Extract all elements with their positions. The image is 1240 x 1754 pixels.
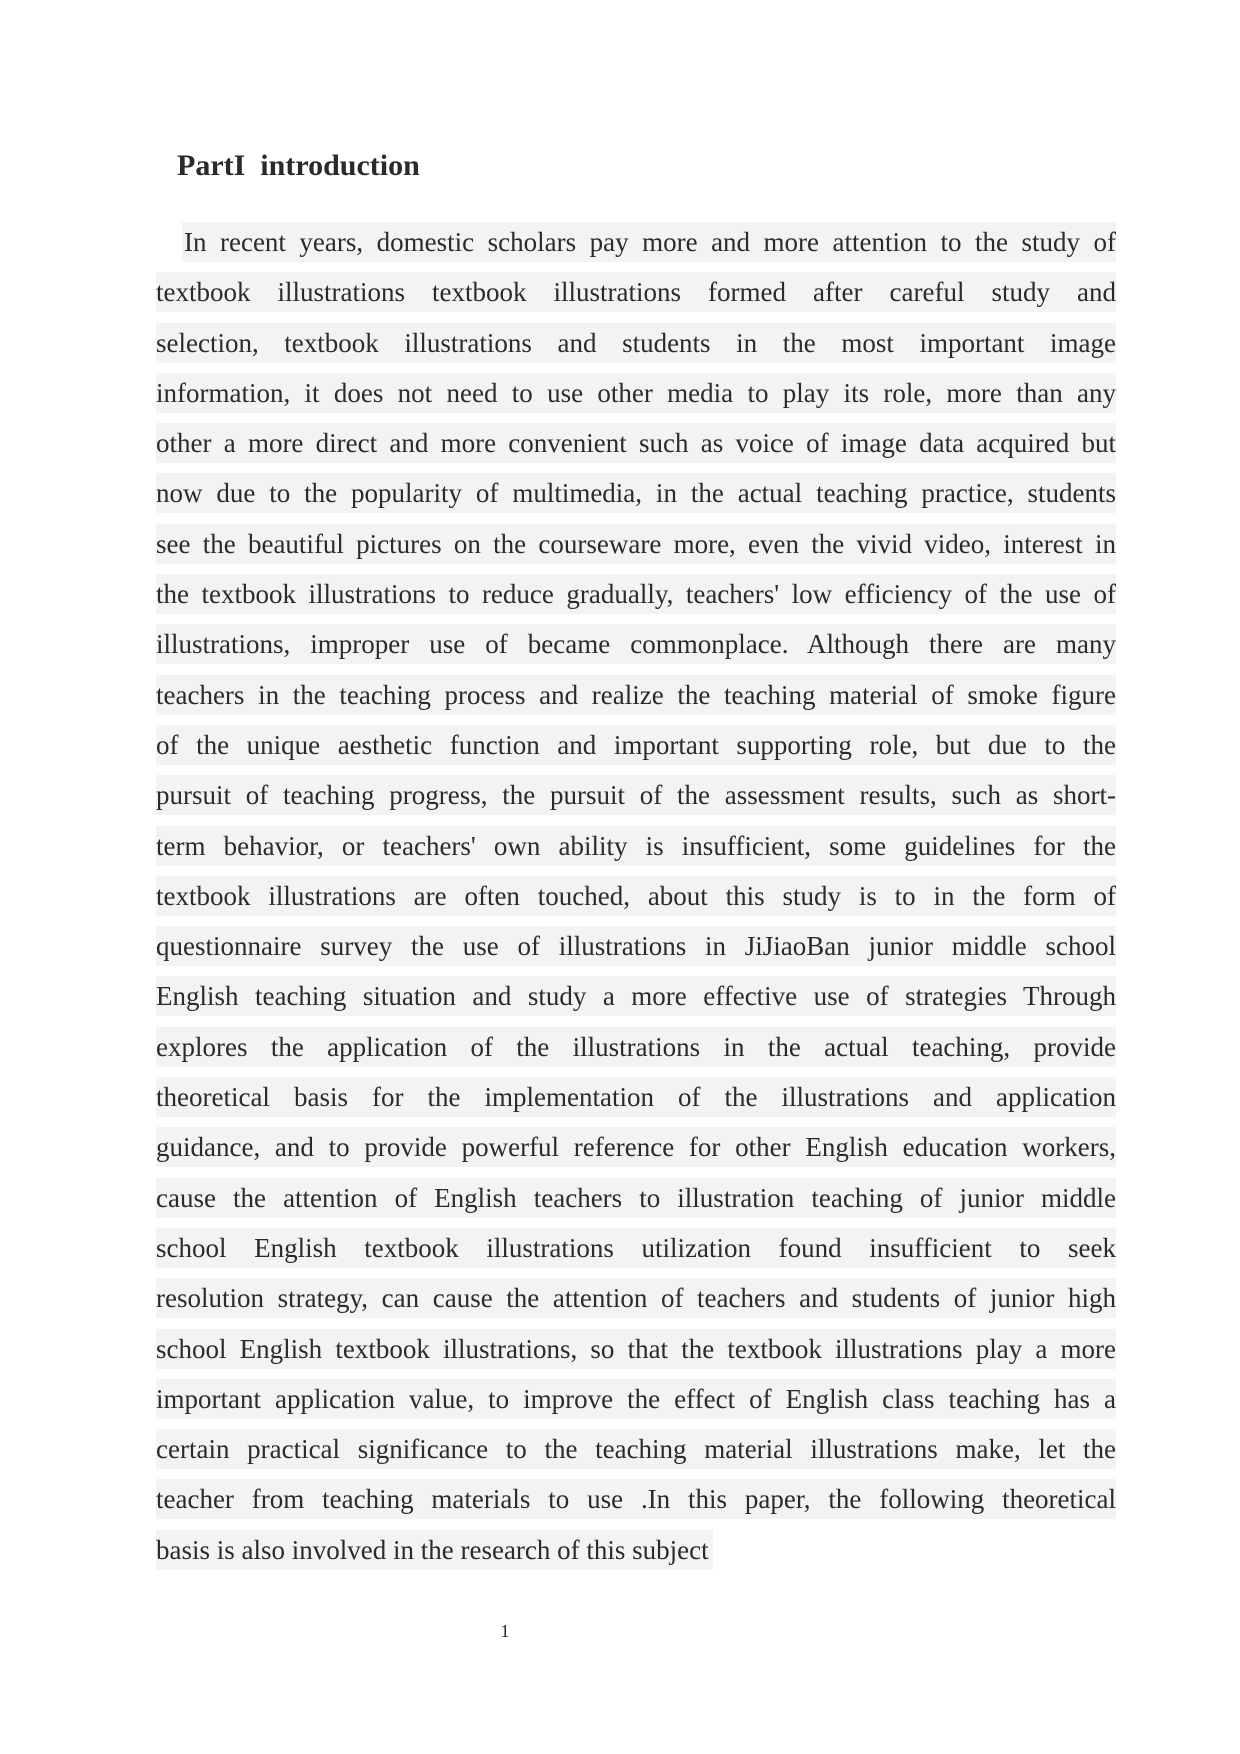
- paragraph-line: of the unique aesthetic function and important supporting role, but due to the: [156, 725, 1116, 765]
- paragraph-line: certain practical significance to the teaching material illustrations make, let the: [156, 1429, 1116, 1469]
- paragraph-line: school English textbook illustrations utilization found insufficient to seek: [156, 1228, 1116, 1268]
- paragraph-line: English teaching situation and study a more effective use of strategies Through: [156, 976, 1116, 1016]
- page-number: 1: [500, 1621, 510, 1641]
- paragraph-line: pursuit of teaching progress, the pursuit of the assessment results, such as short-: [156, 775, 1116, 815]
- paragraph-line: school English textbook illustrations, so that the textbook illustrations play a more: [156, 1329, 1116, 1369]
- paragraph-line: the textbook illustrations to reduce gradually, teachers' low efficiency of the use of: [156, 574, 1116, 614]
- paragraph-line: other a more direct and more convenient such as voice of image data acquired but: [156, 423, 1116, 463]
- paragraph-line: basis is also involved in the research of this subject: [156, 1530, 713, 1570]
- introduction-paragraph: [156, 222, 1116, 1585]
- paragraph-line: theoretical basis for the implementation of the illustrations and application: [156, 1077, 1116, 1117]
- paragraph-line: term behavior, or teachers' own ability is insufficient, some guidelines for the: [156, 826, 1116, 866]
- section-heading: PartI introduction: [177, 149, 420, 182]
- paragraph-line: questionnaire survey the use of illustrations in JiJiaoBan junior middle school: [156, 926, 1116, 966]
- paragraph-line: textbook illustrations textbook illustrations formed after careful study and: [156, 272, 1116, 312]
- paragraph-line: cause the attention of English teachers to illustration teaching of junior middle: [156, 1178, 1116, 1218]
- paragraph-line: In recent years, domestic scholars pay more and more attention to the study of: [156, 222, 1116, 262]
- paragraph-line: illustrations, improper use of became commonplace. Although there are many: [156, 624, 1116, 664]
- paragraph-line: important application value, to improve the effect of English class teaching has a: [156, 1379, 1116, 1419]
- paragraph-line: resolution strategy, can cause the attention of teachers and students of junior high: [156, 1278, 1116, 1318]
- paragraph-line: explores the application of the illustrations in the actual teaching, provide: [156, 1027, 1116, 1067]
- paragraph-line: see the beautiful pictures on the courseware more, even the vivid video, interest in: [156, 524, 1116, 564]
- paragraph-line: guidance, and to provide powerful reference for other English education workers,: [156, 1127, 1116, 1167]
- paragraph-line: information, it does not need to use other media to play its role, more than any: [156, 373, 1116, 413]
- paragraph-line: textbook illustrations are often touched, about this study is to in the form of: [156, 876, 1116, 916]
- paragraph-line: teacher from teaching materials to use .In this paper, the following theoretical: [156, 1479, 1116, 1519]
- paragraph-line: selection, textbook illustrations and students in the most important image: [156, 323, 1116, 363]
- paragraph-line: teachers in the teaching process and realize the teaching material of smoke figure: [156, 675, 1116, 715]
- paragraph-line: now due to the popularity of multimedia, in the actual teaching practice, students: [156, 473, 1116, 513]
